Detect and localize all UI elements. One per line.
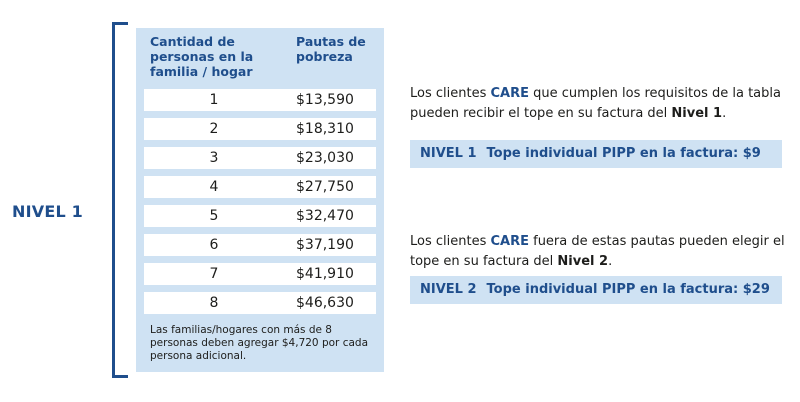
table-row <box>144 176 376 198</box>
guideline-value-cell: $32,470 <box>296 208 354 224</box>
header-household-size: Cantidad de personas en la familia / hogar <box>150 34 254 79</box>
care-program-name: CARE <box>490 86 529 101</box>
guideline-value-cell: $41,910 <box>296 266 354 282</box>
poverty-guidelines-table <box>136 28 384 372</box>
table-row <box>144 147 376 169</box>
level1-bill-cap-band <box>410 140 782 168</box>
table-row <box>144 234 376 256</box>
level2-bill-cap-band <box>410 276 782 304</box>
household-size-cell: 2 <box>209 121 219 137</box>
guideline-value-cell: $37,190 <box>296 237 354 253</box>
household-size-cell: 6 <box>209 237 219 253</box>
band-cap-text: Tope individual PIPP en la factura: $29 <box>486 282 770 297</box>
household-size-cell: 8 <box>209 295 219 311</box>
care-program-name: CARE <box>490 234 529 249</box>
household-size-cell: 7 <box>209 266 219 282</box>
level-side-label: NIVEL 1 <box>12 202 83 221</box>
table-row <box>144 89 376 111</box>
table-row <box>144 263 376 285</box>
guideline-value-cell: $46,630 <box>296 295 354 311</box>
household-size-cell: 4 <box>209 179 219 195</box>
band-level-label: NIVEL 1 <box>420 146 477 161</box>
guideline-value-cell: $13,590 <box>296 92 354 108</box>
level-reference: Nivel 2 <box>557 254 609 269</box>
guideline-value-cell: $27,750 <box>296 179 354 195</box>
band-level-label: NIVEL 2 <box>420 282 477 297</box>
table-row <box>144 292 376 314</box>
household-size-cell: 1 <box>209 92 219 108</box>
level1-description: Los clientes CARE que cumplen los requisitos de la tabla pueden recibir el tope en su factura del Nivel 1. <box>410 86 781 121</box>
bracket-divider <box>112 22 128 378</box>
band-cap-text: Tope individual PIPP en la factura: $9 <box>486 146 761 161</box>
guideline-value-cell: $18,310 <box>296 121 354 137</box>
household-size-cell: 5 <box>209 208 219 224</box>
header-poverty-guidelines: Pautas de pobreza <box>296 34 366 64</box>
level2-description: Los clientes CARE fuera de estas pautas pueden elegir el tope en su factura del Nivel 2. <box>410 234 785 269</box>
table-row <box>144 205 376 227</box>
household-size-cell: 3 <box>209 150 219 166</box>
level-reference: Nivel 1 <box>671 106 723 121</box>
guideline-value-cell: $23,030 <box>296 150 354 166</box>
additional-person-note: Las familias/hogares con más de 8 personas deben agregar $4,720 por cada persona adicional. <box>150 324 369 362</box>
table-row <box>144 118 376 140</box>
